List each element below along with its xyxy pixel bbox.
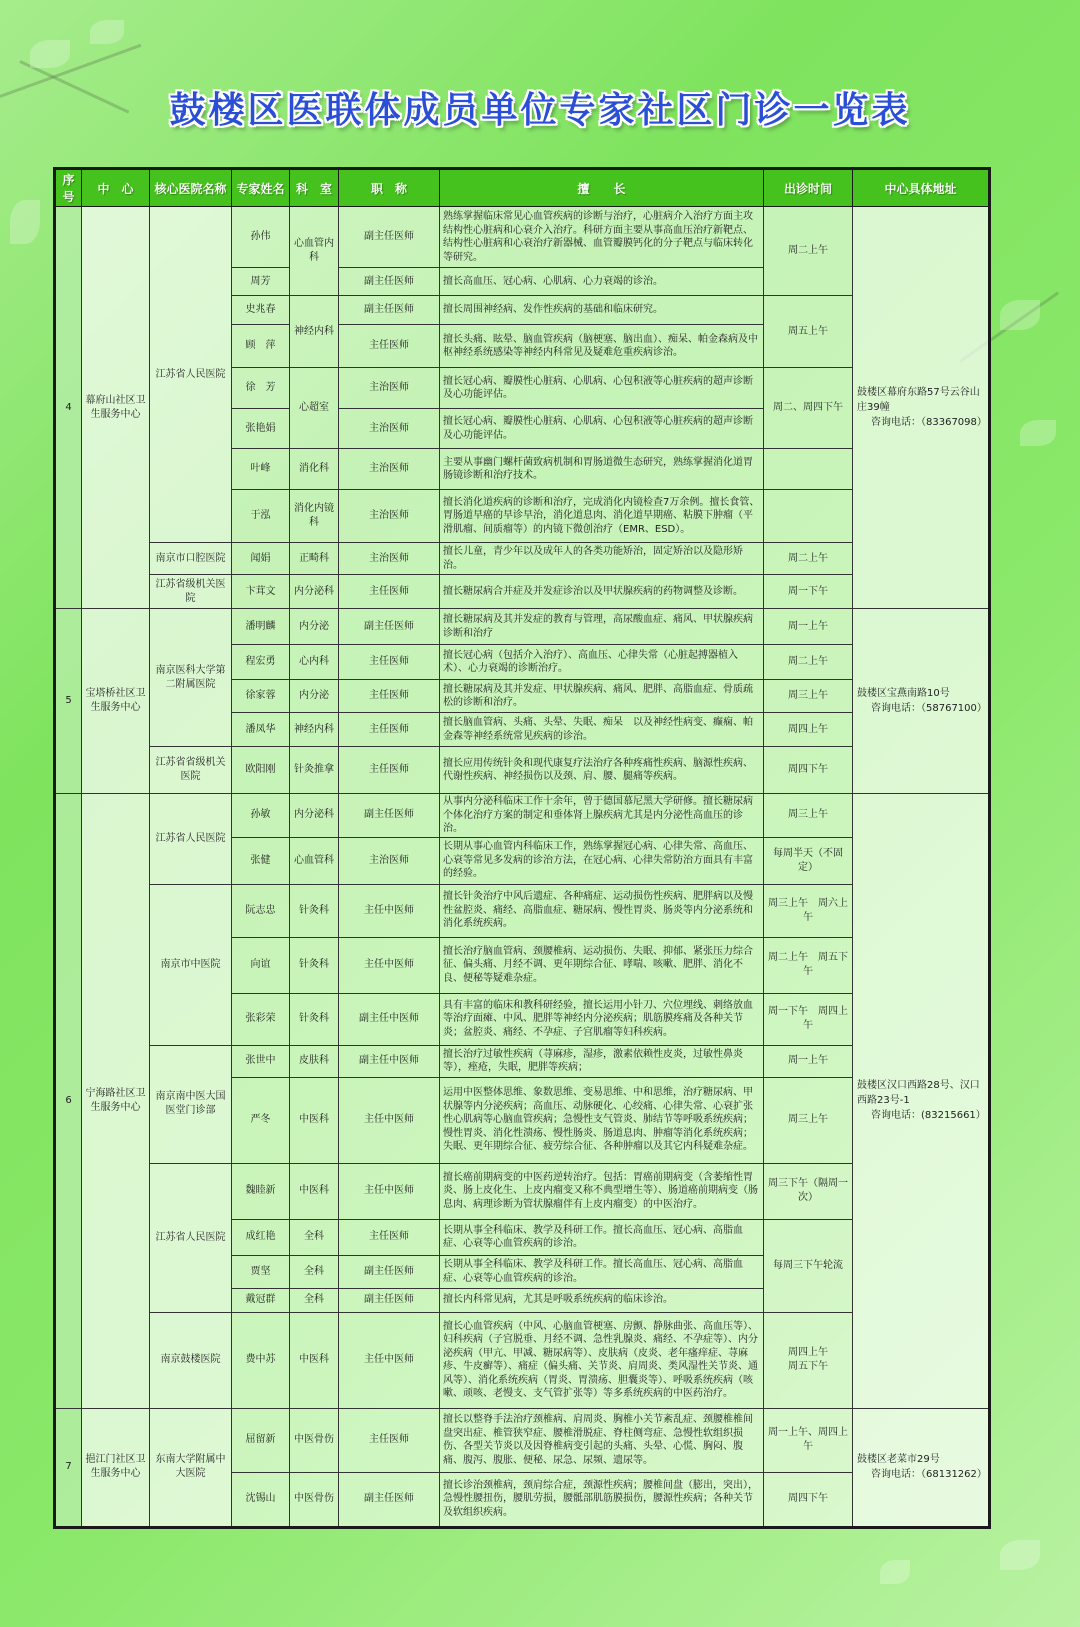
expert-name: 于泓 — [232, 490, 290, 543]
specialty: 擅长糖尿病合并症及并发症诊治以及甲状腺疾病的药物调整及诊断。 — [440, 575, 764, 609]
clinic-time: 周一上午 — [764, 609, 853, 645]
specialty: 擅长脑血管病、头痛、头晕、失眠、痴呆 以及神经性病变、癫痫、帕金森等神经系统常见疾病的诊治。 — [440, 713, 764, 747]
hospital-name: 江苏省省级机关医院 — [150, 747, 232, 794]
expert-name: 张彩荣 — [232, 993, 290, 1045]
expert-name: 屈留新 — [232, 1408, 290, 1472]
specialty: 从事内分泌科临床工作十余年，曾于德国慕尼黑大学研修。擅长糖尿病个体化治疗方案的制定和垂体肾上腺疾病尤其是内分泌性高血压的诊治。 — [440, 794, 764, 838]
hospital-name: 江苏省人民医院 — [150, 794, 232, 885]
table-row — [55, 543, 990, 575]
table-row — [55, 884, 990, 937]
job-title: 主任中医师 — [339, 884, 440, 937]
specialty: 擅长心血管疾病（中风、心脑血管梗塞、房颤、静脉曲张、高血压等）、妇科疾病（子宫脱垂、月经不调、急性乳腺炎、痛经、不孕症等）、内分泌疾病（甲亢、甲减、糖尿病等）、皮肤病（皮炎、老年瘙痒症、荨麻疹、牛皮癣等）、痛症（偏头痛、关节炎、肩周炎、类风湿性关节炎、通风等）、消化系统疾病（胃炎、胃溃疡、胆囊炎等）、呼吸系统疾病（咳嗽、顽咳、老慢支、支气管扩张等）等多系统疾病的中医药治疗。 — [440, 1312, 764, 1408]
address-text: 鼓楼区老菜市29号 — [857, 1454, 940, 1465]
table-row — [55, 609, 990, 645]
department: 中医科 — [290, 1312, 339, 1408]
department: 内分泌科 — [290, 794, 339, 838]
specialty: 长期从事全科临床、教学及科研工作。擅长高血压、冠心病、高脂血症、心衰等心血管疾病的诊治。 — [440, 1219, 764, 1255]
specialty: 擅长消化道疾病的诊断和治疗，完成消化内镜检查7万余例。擅长食管、胃肠道早癌的早诊早治，消化道息肉、消化道早期癌、粘膜下肿瘤（平滑肌瘤、间质瘤等）的内镜下微创治疗（EMR、ESD）。 — [440, 490, 764, 543]
expert-name: 张世中 — [232, 1045, 290, 1077]
job-title: 主治医师 — [339, 368, 440, 409]
job-title: 副主任中医师 — [339, 1045, 440, 1077]
department: 心超室 — [290, 368, 339, 449]
expert-name: 欧阳刚 — [232, 747, 290, 794]
expert-name: 戴冠群 — [232, 1288, 290, 1312]
specialty: 长期从事全科临床、教学及科研工作。擅长高血压、冠心病、高脂血症、心衰等心血管疾病的诊治。 — [440, 1255, 764, 1288]
center-name: 幕府山社区卫生服务中心 — [82, 207, 150, 609]
job-title: 主治医师 — [339, 449, 440, 490]
clinic-time: 周三上午 — [764, 680, 853, 713]
department: 针灸科 — [290, 884, 339, 937]
expert-name: 徐家蓉 — [232, 680, 290, 713]
phone-text: 咨询电话：(83215661） — [871, 1110, 986, 1122]
table-row — [55, 207, 990, 268]
col-header-center: 中 心 — [82, 169, 150, 207]
job-title: 主任医师 — [339, 1219, 440, 1255]
department: 全科 — [290, 1288, 339, 1312]
expert-name: 张艳娟 — [232, 409, 290, 449]
specialty: 擅长内科常见病，尤其是呼吸系统疾病的临床诊治。 — [440, 1288, 764, 1312]
table-row — [55, 575, 990, 609]
specialty: 擅长冠心病、瓣膜性心脏病、心肌病、心包积液等心脏疾病的超声诊断及心功能评估。 — [440, 409, 764, 449]
job-title: 主任医师 — [339, 325, 440, 368]
job-title: 主任医师 — [339, 747, 440, 794]
department: 心血管内科 — [290, 207, 339, 296]
clinic-time: 周二、周四下午 — [764, 368, 853, 449]
table-row — [55, 747, 990, 794]
specialty: 擅长诊治颈椎病，颈肩综合症，颈源性疾病；腰椎间盘（膨出，突出），急慢性腰扭伤，腰肌劳损，腰骶部肌筋膜损伤，腰源性疾病；各种关节及软组织疾病。 — [440, 1472, 764, 1527]
department: 中医科 — [290, 1163, 339, 1219]
center-address — [853, 609, 990, 794]
clinic-time: 周一下午 — [764, 575, 853, 609]
col-header-title: 职 称 — [339, 169, 440, 207]
center-address — [853, 1408, 990, 1527]
specialty: 熟练掌握临床常见心血管疾病的诊断与治疗，心脏病介入治疗方面主攻结构性心脏病和心衰介入治疗。科研方面主要从事高血压治疗新靶点、结构性心脏病和心衰治疗新器械、血管瓣膜钙化的分子靶点与临床转化等研究。 — [440, 207, 764, 268]
expert-name: 阮志忠 — [232, 884, 290, 937]
expert-name: 孙伟 — [232, 207, 290, 268]
job-title: 主任中医师 — [339, 1163, 440, 1219]
job-title: 主治医师 — [339, 543, 440, 575]
job-title: 副主任医师 — [339, 207, 440, 268]
job-title: 副主任医师 — [339, 1472, 440, 1527]
clinic-time: 每周半天（不固定） — [764, 837, 853, 884]
job-title: 副主任医师 — [339, 268, 440, 296]
job-title: 副主任医师 — [339, 1288, 440, 1312]
job-title: 副主任医师 — [339, 609, 440, 645]
clinic-time: 周三上午 — [764, 794, 853, 838]
col-header-dept: 科 室 — [290, 169, 339, 207]
department: 针灸推拿 — [290, 747, 339, 794]
clinic-time: 周二上午 — [764, 543, 853, 575]
expert-name: 张健 — [232, 837, 290, 884]
expert-name: 魏睦新 — [232, 1163, 290, 1219]
job-title: 副主任中医师 — [339, 993, 440, 1045]
expert-name: 徐 芳 — [232, 368, 290, 409]
table-row — [55, 1045, 990, 1077]
phone-text: 咨询电话：（68131262） — [871, 1469, 987, 1480]
department: 正畸科 — [290, 543, 339, 575]
center-number: 5 — [55, 609, 82, 794]
expert-name: 史兆春 — [232, 296, 290, 325]
clinic-time: 周三上午 — [764, 1077, 853, 1163]
specialty: 擅长冠心病、瓣膜性心脏病、心肌病、心包积液等心脏疾病的超声诊断及心功能评估。 — [440, 368, 764, 409]
hospital-name: 南京南中医大国医堂门诊部 — [150, 1045, 232, 1163]
clinic-time: 周三上午 周六上午 — [764, 884, 853, 937]
clinic-time: 周一上午、周四上午 — [764, 1408, 853, 1472]
department: 神经内科 — [290, 713, 339, 747]
department: 中医科 — [290, 1077, 339, 1163]
job-title: 主任医师 — [339, 575, 440, 609]
clinic-time: 周四下午 — [764, 1472, 853, 1527]
job-title: 副主任医师 — [339, 296, 440, 325]
department: 神经内科 — [290, 296, 339, 368]
center-number: 7 — [55, 1408, 82, 1527]
specialty: 擅长糖尿病及其并发症、甲状腺疾病、痛风、肥胖、高脂血症、骨质疏松的诊断和治疗。 — [440, 680, 764, 713]
col-header-time: 出诊时间 — [764, 169, 853, 207]
job-title: 主任医师 — [339, 680, 440, 713]
job-title: 主任中医师 — [339, 1077, 440, 1163]
specialty: 主要从事幽门螺杆菌致病机制和胃肠道微生态研究，熟练掌握消化道胃肠镜诊断和治疗技术。 — [440, 449, 764, 490]
center-number: 4 — [55, 207, 82, 609]
specialty: 擅长治疗过敏性疾病（荨麻疹，湿疹，激素依赖性皮炎，过敏性鼻炎等），痤疮，失眠，肥胖等疾病； — [440, 1045, 764, 1077]
expert-name: 潘明麟 — [232, 609, 290, 645]
specialty: 擅长头痛、眩晕、脑血管疾病（脑梗塞、脑出血）、痴呆、帕金森病及中枢神经系统感染等神经内科常见及疑难危重疾病诊治。 — [440, 325, 764, 368]
expert-name: 程宏勇 — [232, 645, 290, 680]
table-row — [55, 794, 990, 838]
expert-name: 闻娟 — [232, 543, 290, 575]
expert-name: 成红艳 — [232, 1219, 290, 1255]
job-title: 副主任医师 — [339, 1255, 440, 1288]
department: 消化内镜科 — [290, 490, 339, 543]
department: 内分泌 — [290, 680, 339, 713]
job-title: 主任中医师 — [339, 1312, 440, 1408]
clinic-time: 周四上午 周五下午 — [764, 1312, 853, 1408]
phone-text: 咨询电话：（83367098） — [871, 417, 987, 428]
page-title: 鼓楼区医联体成员单位专家社区门诊一览表 — [169, 90, 911, 131]
clinic-time: 每周三下午轮流 — [764, 1219, 853, 1312]
address-text: 鼓楼区汉口西路28号、汉口西路23号-1 — [857, 1080, 980, 1107]
col-header-specialty: 擅 长 — [440, 169, 764, 207]
clinic-time: 周五上午 — [764, 296, 853, 368]
table-row — [55, 1163, 990, 1219]
col-header-address: 中心具体地址 — [853, 169, 990, 207]
specialty: 长期从事心血管内科临床工作，熟练掌握冠心病、心律失常、高血压、心衰等常见多发病的诊治方法，在冠心病、心律失常防治方面具有丰富的经验。 — [440, 837, 764, 884]
clinic-time: 周四下午 — [764, 747, 853, 794]
hospital-name: 南京市口腔医院 — [150, 543, 232, 575]
specialty: 擅长儿童，青少年以及成年人的各类功能矫治，固定矫治以及隐形矫治。 — [440, 543, 764, 575]
center-address — [853, 794, 990, 1409]
expert-name: 沈锡山 — [232, 1472, 290, 1527]
hospital-name: 江苏省人民医院 — [150, 1163, 232, 1312]
col-header-no: 序号 — [55, 169, 82, 207]
clinic-time — [764, 449, 853, 490]
specialty: 运用中医整体思维、象数思维、变易思维、中和思维，治疗糖尿病、甲状腺等内分泌疾病；高血压、动脉硬化、心绞痛、心律失常、心衰扩张性心肌病等心脑血管疾病；急慢性支气管炎、肺结节等呼吸系统疾病；慢性胃炎、消化性溃疡、慢性肠炎、肠道息肉、肿瘤等消化系统疾病；失眠、更年期综合征、疲劳综合征、各种肿瘤以及其它内科疑难杂症。 — [440, 1077, 764, 1163]
specialty: 具有丰富的临床和教科研经验，擅长运用小针刀、穴位埋线、刺络放血等治疗面瘫、中风、肥胖等神经内分泌疾病；肌筋膜疼痛及各种关节炎；盆腔炎、痛经、不孕症、子宫肌瘤等妇科疾病。 — [440, 993, 764, 1045]
expert-clinic-table — [53, 167, 991, 1529]
department: 全科 — [290, 1219, 339, 1255]
job-title: 主治医师 — [339, 837, 440, 884]
hospital-name: 南京鼓楼医院 — [150, 1312, 232, 1408]
table-row — [55, 1408, 990, 1472]
expert-name: 费中苏 — [232, 1312, 290, 1408]
department: 针灸科 — [290, 937, 339, 993]
clinic-time: 周三下午（隔周一次） — [764, 1163, 853, 1219]
center-name: 宝塔桥社区卫生服务中心 — [82, 609, 150, 794]
clinic-time: 周二上午 周五下午 — [764, 937, 853, 993]
specialty: 擅长癌前期病变的中医药逆转治疗。包括：胃癌前期病变（含萎缩性胃炎、肠上皮化生、上皮内瘤变又称不典型增生等）、肠道癌前期病变（肠息肉、病理诊断为管状腺瘤伴有上皮内瘤变）的中医治疗。 — [440, 1163, 764, 1219]
center-name: 宁海路社区卫生服务中心 — [82, 794, 150, 1409]
job-title: 主任医师 — [339, 713, 440, 747]
hospital-name: 东南大学附属中大医院 — [150, 1408, 232, 1527]
clinic-time: 周二上午 — [764, 645, 853, 680]
hospital-name: 江苏省级机关医院 — [150, 575, 232, 609]
expert-name: 严冬 — [232, 1077, 290, 1163]
specialty: 擅长周围神经病、发作性疾病的基础和临床研究。 — [440, 296, 764, 325]
specialty: 擅长治疗脑血管病、颈腰椎病、运动损伤、失眠、抑郁、紧张压力综合征、偏头痛、月经不调、更年期综合征、哮喘、咳嗽、肥胖、消化不良、便秘等疑难杂症。 — [440, 937, 764, 993]
department: 内分泌科 — [290, 575, 339, 609]
job-title: 主任中医师 — [339, 937, 440, 993]
address-text: 鼓楼区幕府东路57号云谷山庄39幢 — [857, 387, 980, 413]
col-header-hospital: 核心医院名称 — [150, 169, 232, 207]
expert-name: 孙敏 — [232, 794, 290, 838]
department: 针灸科 — [290, 993, 339, 1045]
specialty: 擅长高血压、冠心病、心肌病、心力衰竭的诊治。 — [440, 268, 764, 296]
expert-name: 向谊 — [232, 937, 290, 993]
expert-name: 潘凤华 — [232, 713, 290, 747]
job-title: 主治医师 — [339, 409, 440, 449]
department: 心血管科 — [290, 837, 339, 884]
col-header-expert: 专家姓名 — [232, 169, 290, 207]
job-title: 副主任医师 — [339, 794, 440, 838]
phone-text: 咨询电话：（58767100） — [871, 703, 987, 714]
department: 中医骨伤 — [290, 1472, 339, 1527]
department: 中医骨伤 — [290, 1408, 339, 1472]
expert-name: 贾坚 — [232, 1255, 290, 1288]
clinic-time: 周二上午 — [764, 207, 853, 296]
expert-name: 卞茸文 — [232, 575, 290, 609]
specialty: 擅长冠心病（包括介入治疗）、高血压、心律失常（心脏起搏器植入术）、心力衰竭的诊断治疗。 — [440, 645, 764, 680]
specialty: 擅长以整脊手法治疗颈椎病、肩周炎、胸椎小关节紊乱症、颈腰椎椎间盘突出症、椎管狭窄症、腰椎滑脱症、脊柱侧弯症、急慢性软组织损伤、各型关节炎以及因脊椎病变引起的头痛、头晕、心慌、胸闷、腹痛、腹泻、腹胀、便秘、尿急、尿频、遗尿等。 — [440, 1408, 764, 1472]
table-header-row — [55, 169, 990, 207]
department: 全科 — [290, 1255, 339, 1288]
clinic-time — [764, 490, 853, 543]
center-number: 6 — [55, 794, 82, 1409]
specialty: 擅长针灸治疗中风后遗症、各种痛症、运动损伤性疾病、肥胖病以及慢性盆腔炎、痛经、高脂血症、糖尿病、慢性胃炎、肠炎等内分泌系统和消化系统疾病。 — [440, 884, 764, 937]
center-address — [853, 207, 990, 609]
center-name: 挹江门社区卫生服务中心 — [82, 1408, 150, 1527]
department: 内分泌 — [290, 609, 339, 645]
department: 心内科 — [290, 645, 339, 680]
job-title: 主治医师 — [339, 490, 440, 543]
expert-name: 周芳 — [232, 268, 290, 296]
job-title: 主任医师 — [339, 645, 440, 680]
expert-name: 叶峰 — [232, 449, 290, 490]
hospital-name: 江苏省人民医院 — [150, 207, 232, 543]
department: 皮肤科 — [290, 1045, 339, 1077]
specialty: 擅长糖尿病及其并发症的教育与管理，高尿酸血症、痛风、甲状腺疾病诊断和治疗 — [440, 609, 764, 645]
table-row — [55, 1312, 990, 1408]
clinic-time: 周一上午 — [764, 1045, 853, 1077]
expert-name: 顾 萍 — [232, 325, 290, 368]
hospital-name: 南京市中医院 — [150, 884, 232, 1045]
department: 消化科 — [290, 449, 339, 490]
clinic-time: 周四上午 — [764, 713, 853, 747]
address-text: 鼓楼区宝燕南路10号 — [857, 688, 950, 699]
specialty: 擅长应用传统针灸和现代康复疗法治疗各种疼痛性疾病、脑源性疾病、代谢性疾病、神经损伤以及颈、肩、腰、腿痛等疾病。 — [440, 747, 764, 794]
clinic-time: 周一下午 周四上午 — [764, 993, 853, 1045]
hospital-name: 南京医科大学第二附属医院 — [150, 609, 232, 747]
job-title: 主任医师 — [339, 1408, 440, 1472]
